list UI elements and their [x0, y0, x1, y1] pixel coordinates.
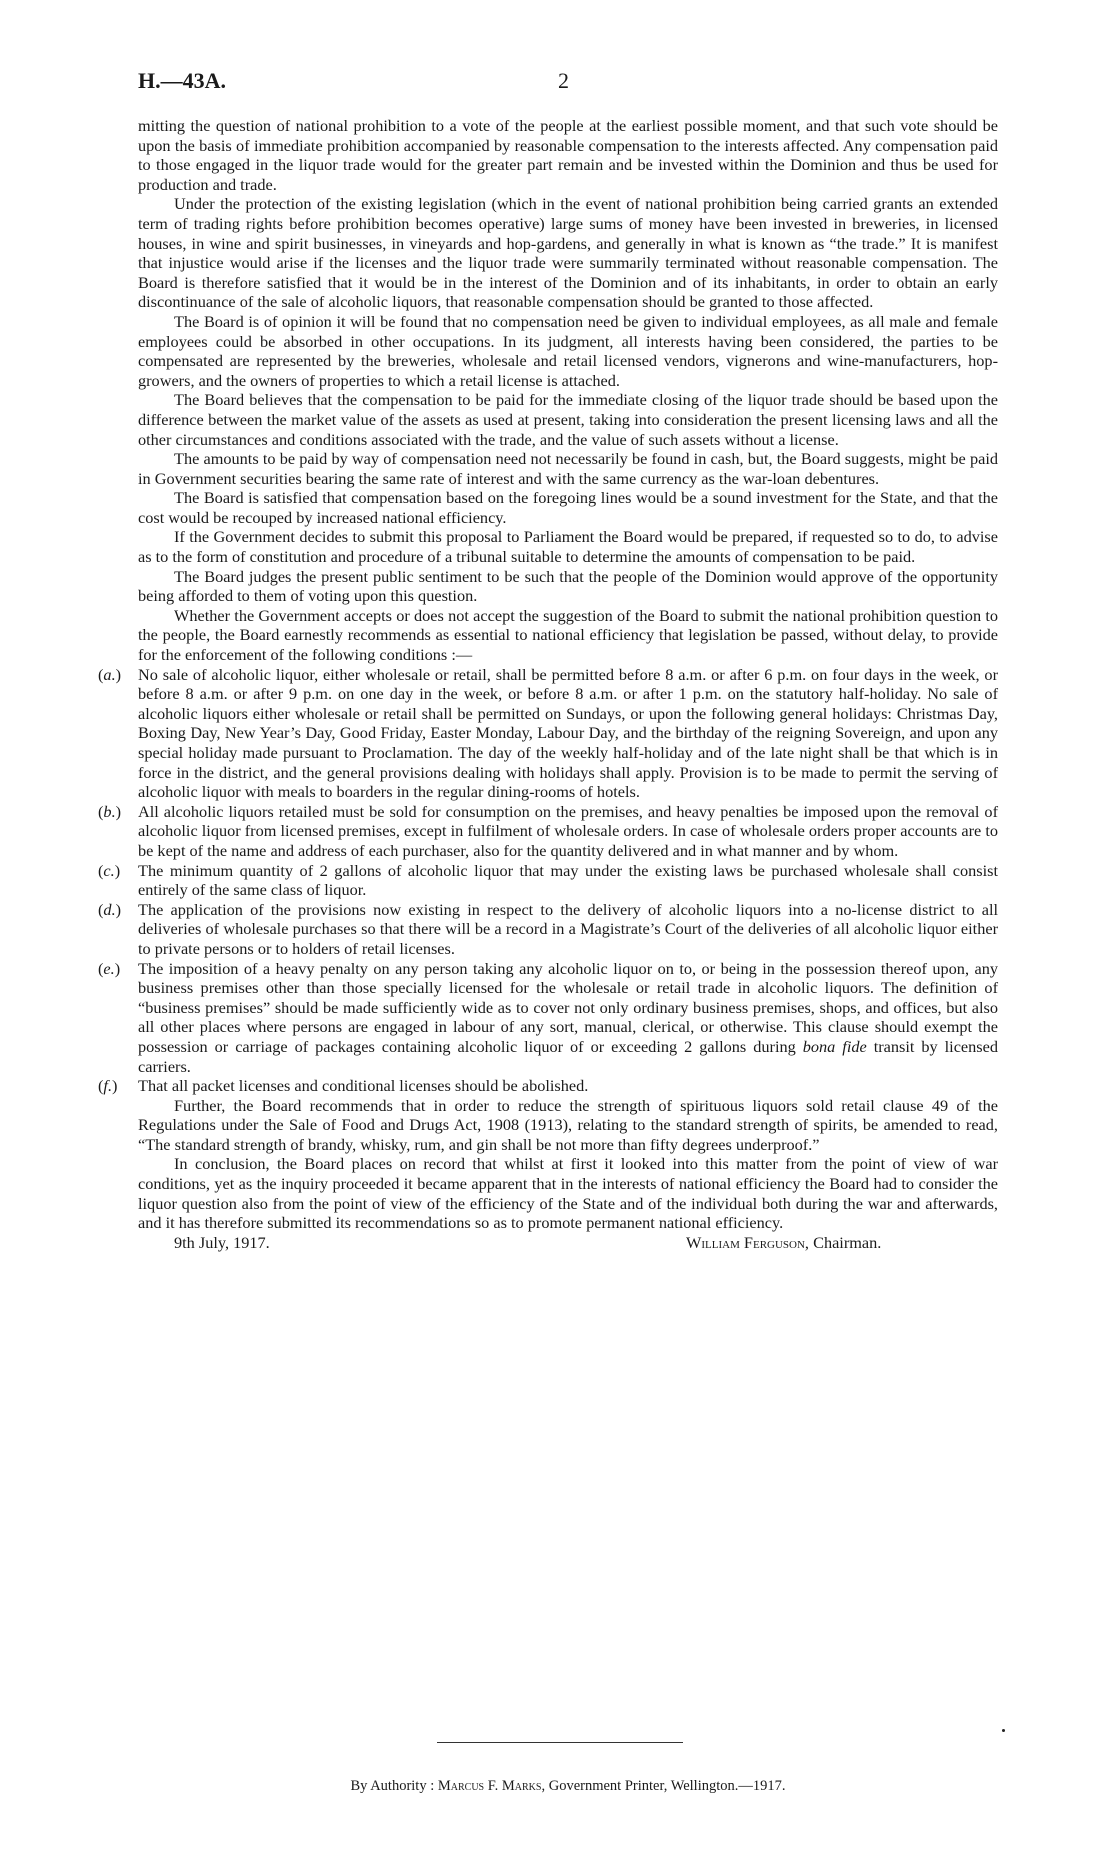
clause-d	[98, 899, 998, 959]
clause-b	[98, 801, 998, 861]
clause-e	[98, 958, 998, 1077]
imprint-suffix: Government Printer, Wellington.—1917.	[545, 1778, 786, 1794]
clause-text: No sale of alcoholic liquor, either wholesale or retail, shall be permitted before 8 a.m. or after 6 p.m. on four days in the week, or before 8 a.m. or after 9 p.m. on one day in the week, or before 8 a.m. or after 1 p.m. on the statutory half-holiday. No sale of alcoholic liquors either wholesale or retail shall be permitted on Sundays, or upon the following general holidays: Christmas Day, Boxing Day, New Year’s Day, Good Friday, Easter Monday, Labour Day, and the birthday of the reigning Sovereign, and upon any special holiday made pursuant to Proclamation. The day of the weekly half-holiday and of the late night shall be that which is in force in the district, and the general provisions dealing with holidays shall apply. Provision is to be made to permit the serving of alcoholic liquor with meals to boarders in the regular dining-rooms of hotels.	[138, 664, 998, 802]
clause-c	[98, 860, 998, 900]
signatory-title: Chairman.	[809, 1232, 882, 1252]
clause-marker: (e.)	[98, 958, 121, 978]
footer-divider	[437, 1742, 683, 1743]
clause-marker: (b.)	[98, 801, 122, 821]
clause-f	[98, 1076, 998, 1096]
clause-marker: (d.)	[98, 899, 122, 919]
paragraph: mitting the question of national prohibition to a vote of the people at the earliest possible moment, and that such vote should be upon the basis of immediate prohibition accompanied by reasonable compensation to the interests affected. Any compensation paid to those engaged in the liquor trade would for the greater part remain and be invested within the Dominion and thus be used for production and trade.	[138, 116, 998, 194]
imprint-prefix: By Authority :	[350, 1778, 438, 1794]
clause-text-italic: bona fide	[802, 1036, 867, 1056]
clause-marker: (f.)	[98, 1076, 118, 1096]
paragraph: Under the protection of the existing legislation (which in the event of national prohibition being carried grants an extended term of trading rights before prohibition becomes operative) large sums of money have been invested in breweries, in licensed houses, in wine and spirit businesses, in vineyards and hop-gardens, and generally in what is known as “the trade.” It is manifest that injustice would arise if the licenses and the liquor trade were summarily terminated without reasonable compensation. The Board is therefore satisfied that it would be in the interest of the Dominion and of its inhabitants, in order to obtain an early discontinuance of the sale of alcoholic liquors, that reasonable compensation should be granted to those affected.	[138, 194, 998, 312]
paragraph: If the Government decides to submit this proposal to Parliament the Board would be prepared, if requested so to do, to advise as to the form of constitution and procedure of a tribunal suitable to determine the amounts of compensation to be paid.	[138, 527, 998, 567]
signoff	[138, 1233, 998, 1253]
clause-marker: (a.)	[98, 664, 122, 684]
printer-name: Marcus F. Marks,	[437, 1778, 546, 1794]
paragraph: The amounts to be paid by way of compensation need not necessarily be found in cash, but, the Board suggests, might be paid in Government securities bearing the same rate of interest and with the same currency as the war-loan debentures.	[138, 449, 998, 488]
clause-text: The imposition of a heavy penalty on any person taking any alcoholic liquor on to, or being in the possession thereof upon, any business premises other than those specially licensed for the wholesale or retail trade in alcoholic liquors. The definition of “business premises” should be made sufficiently wide as to cover not only ordinary business premises, shops, and offices, but also all other places where persons are engaged in labour of any sort, manual, clerical, or otherwise. This clause should exempt the possession or carriage of packages containing alcoholic liquor of or exceeding 2 gallons during	[138, 958, 998, 1056]
clause-text: The application of the provisions now existing in respect to the delivery of alcoholic liquors into a no-license district to all deliveries of wholesale purchases so that there will be a record in a Magistrate’s Court of the deliveries of all alcoholic liquor either to private persons or to holders of retail licenses.	[138, 899, 998, 958]
clause-text: That all packet licenses and conditional licenses should be abolished.	[138, 1076, 589, 1096]
paragraph: Further, the Board recommends that in order to reduce the strength of spirituous liquors sold retail clause 49 of the Regulations under the Sale of Food and Drugs Act, 1908 (1913), relating to the standard strength of spirits, be amended to read, “The standard strength of brandy, whisky, rum, and gin shall be not more than fifty degrees underproof.”	[138, 1095, 998, 1154]
paragraph: The Board is of opinion it will be found that no compensation need be given to individual employees, as all male and female employees could be absorbed in other occupations. In its judgment, all interests having been considered, the parties to be compensated are represented by the breweries, wholesale and retail licensed vendors, vignerons and wine-manufacturers, hop-growers, and the owners of properties to which a retail license is attached.	[138, 311, 998, 390]
page-header	[138, 68, 996, 98]
paragraph: The Board believes that the compensation to be paid for the immediate closing of the liquor trade should be based upon the difference between the market value of the assets as used at present, taking into consideration the present licensing laws and all the other circumstances and conditions associated with the trade, and the value of such assets without a license.	[138, 390, 998, 449]
paragraph: Whether the Government accepts or does not accept the suggestion of the Board to submit the national prohibition question to the people, the Board earnestly recommends as essential to national efficiency that legislation be passed, without delay, to provide for the enforcement of the following conditions :—	[138, 605, 998, 665]
paragraph: The Board is satisfied that compensation based on the foregoing lines would be a sound investment for the State, and that the cost would be recouped by increased national efficiency.	[138, 488, 998, 527]
paragraph: In conclusion, the Board places on record that whilst at first it looked into this matter from the point of view of war conditions, yet as the inquiry proceeded it became apparent that in the interests of national efficiency the Board had to consider the liquor question also from the point of view of the efficiency of the State and of the individual both during the war and afterwards, and it has therefore submitted its recommendations so as to promote permanent national efficiency.	[138, 1154, 998, 1233]
signatory-name: William Ferguson,	[686, 1232, 810, 1252]
clause-marker: (c.)	[98, 860, 121, 880]
printer-imprint	[138, 1778, 998, 1795]
clause-text: The minimum quantity of 2 gallons of alcoholic liquor that may under the existing laws be purchased wholesale shall consist entirely of the same class of liquor.	[138, 860, 998, 900]
signature	[686, 1233, 881, 1253]
clause-a	[98, 664, 998, 802]
print-speck	[1002, 1729, 1005, 1732]
signoff-date: 9th July, 1917.	[174, 1232, 270, 1252]
clause-text: All alcoholic liquors retailed must be sold for consumption on the premises, and heavy penalties be imposed upon the removal of alcoholic liquor from licensed premises, except in fulfilment of wholesale orders. In case of wholesale orders proper accounts are to be kept of the name and address of each purchaser, also for the quantity delivered and in what manner and by whom.	[138, 801, 998, 860]
document-body	[98, 116, 998, 1253]
paragraph: The Board judges the present public sentiment to be such that the people of the Dominion would approve of the opportunity being afforded to them of voting upon this question.	[138, 566, 998, 606]
clause-text: transit by licensed carriers.	[138, 1036, 998, 1076]
document-reference: H.—43A.	[138, 68, 226, 93]
page-number: 2	[558, 68, 569, 93]
